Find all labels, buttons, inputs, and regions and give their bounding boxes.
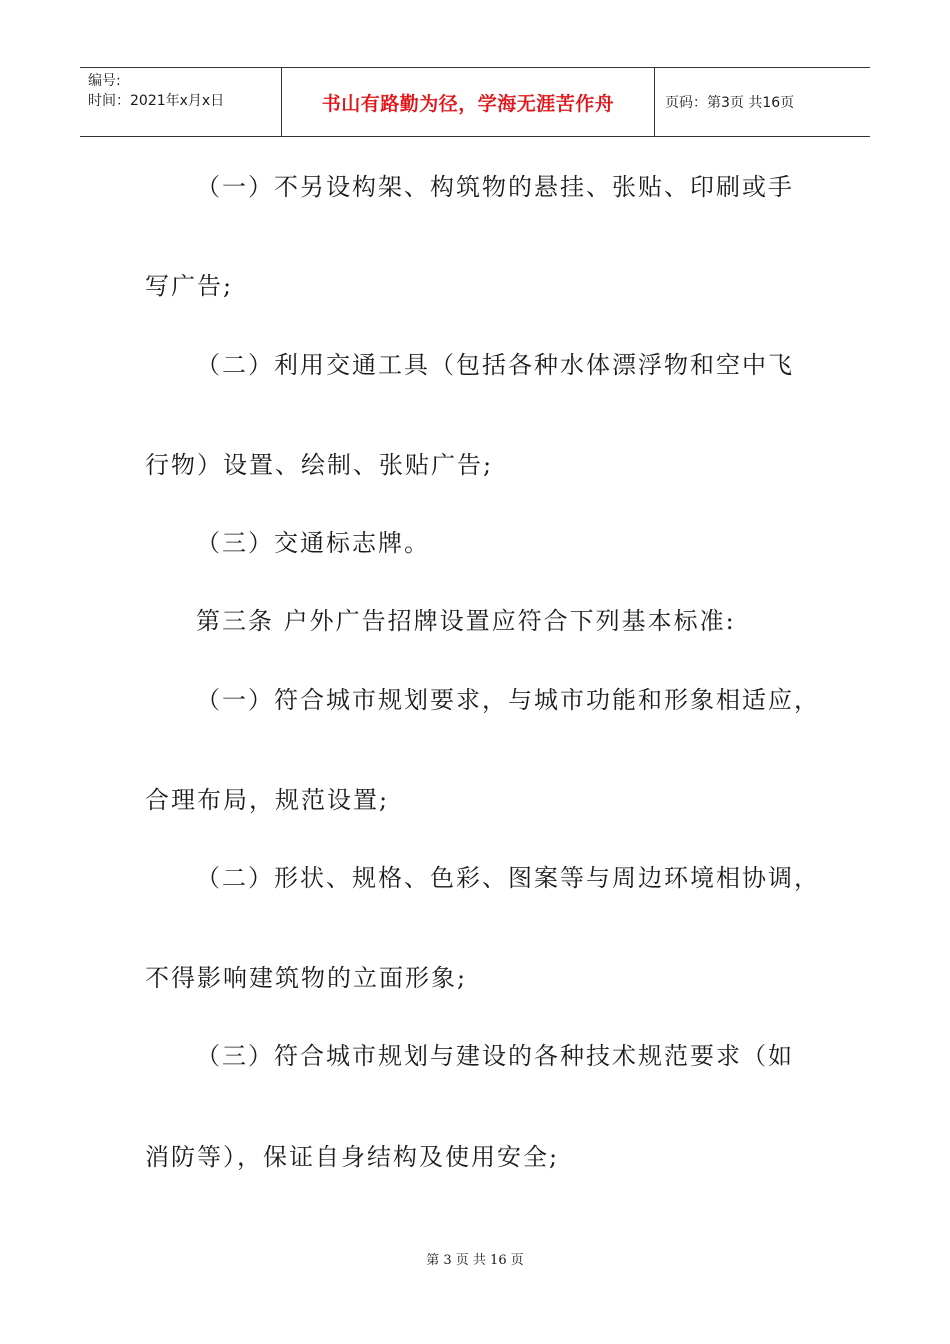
- paragraph-line: （二）形状、规格、色彩、图案等与周边环境相协调，: [196, 864, 820, 892]
- paragraph-line: 行物）设置、绘制、张贴广告;: [145, 451, 494, 479]
- paragraph-line: 消防等），保证自身结构及使用安全;: [145, 1143, 560, 1171]
- paragraph-line: （三）交通标志牌。: [196, 529, 430, 557]
- paragraph-line: 第三条 户外广告招牌设置应符合下列基本标准:: [196, 607, 736, 635]
- header-page-info: 页码：第3页 共16页: [665, 95, 795, 111]
- paragraph-line: （三）符合城市规划与建设的各种技术规范要求（如: [196, 1042, 794, 1070]
- time-label: 时间：2021年x月x日: [88, 93, 225, 109]
- paragraph-line: （一）符合城市规划要求，与城市功能和形象相适应，: [196, 686, 820, 714]
- serial-label: 编号:: [88, 73, 121, 89]
- page-header: [80, 67, 870, 137]
- header-motto: 书山有路勤为径，学海无涯苦作舟: [282, 68, 655, 136]
- paragraph-line: （二）利用交通工具（包括各种水体漂浮物和空中飞: [196, 351, 794, 379]
- paragraph-line: 合理布局，规范设置;: [145, 786, 390, 814]
- header-meta: [80, 68, 282, 136]
- paragraph-line: （一）不另设构架、构筑物的悬挂、张贴、印刷或手: [196, 173, 794, 201]
- page-footer: 第 3 页 共 16 页: [426, 1253, 524, 1268]
- paragraph-line: 不得影响建筑物的立面形象;: [145, 964, 468, 992]
- paragraph-line: 写广告;: [145, 272, 234, 300]
